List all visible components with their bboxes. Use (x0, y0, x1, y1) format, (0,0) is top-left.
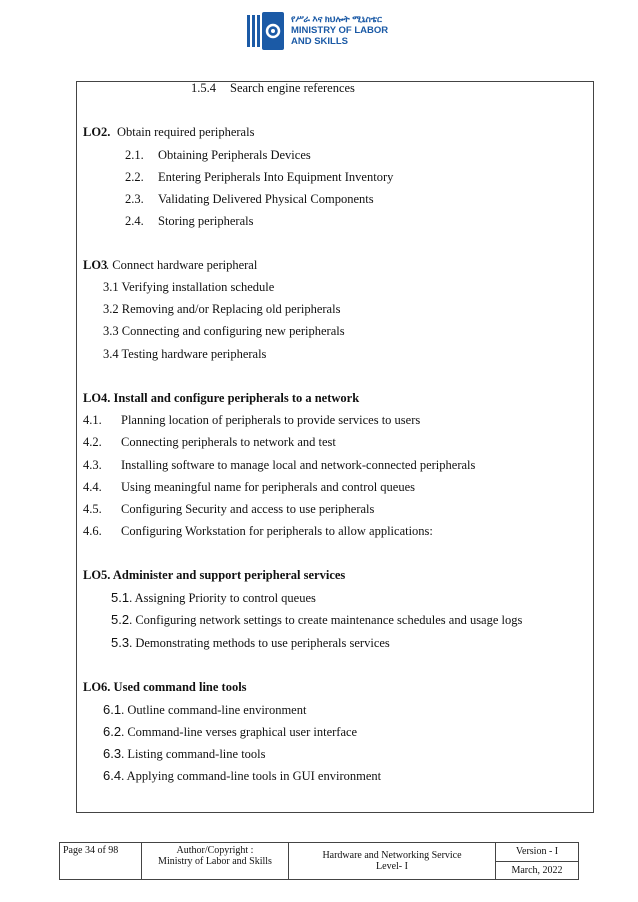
lo4-item-text: Configuring Security and access to use peripherals (121, 502, 375, 516)
lo2-title: Obtain required peripherals (117, 125, 255, 139)
lo5-item-text: . Configuring network settings to create maintenance schedules and usage logs (129, 613, 523, 627)
lo5-item-text: . Demonstrating methods to use peripherals services (129, 636, 390, 650)
lo4-item-num: 4.5. (83, 502, 102, 516)
item-text: Search engine references (230, 81, 355, 95)
lo6-item-text: . Applying command-line tools in GUI environment (121, 769, 382, 783)
logo-amharic-text: የሥራ እና ክህሎት ሚኒስቴር (291, 14, 383, 24)
footer-author-value: Ministry of Labor and Skills (158, 856, 272, 867)
lo2-item-text: Entering Peripherals Into Equipment Inventory (158, 170, 394, 184)
lo4-item-text: Configuring Workstation for peripherals to allow applications: (121, 524, 433, 538)
footer-author-label: Author/Copyright : (176, 845, 254, 856)
lo2-code: LO2. (83, 125, 111, 139)
lo3-item: 3.2 Removing and/or Replacing old peripherals (103, 302, 341, 316)
lo6-item-text: . Listing command-line tools (121, 747, 266, 761)
lo2-item-num: 2.2. (125, 170, 144, 184)
lo2-item-num: 2.4. (125, 214, 144, 228)
lo2-item-text: Storing peripherals (158, 214, 254, 228)
lo4-item-num: 4.2. (83, 435, 102, 449)
footer-page-number: Page 34 of 98 (60, 843, 142, 880)
lo4-item-num: 4.1. (83, 413, 102, 427)
lo3-code: LO3 (83, 258, 108, 272)
lo5-title: LO5. Administer and support peripheral services (83, 568, 346, 582)
lo5-item-num: 5.2 (111, 612, 130, 627)
lo6-item-text: . Outline command-line environment (121, 703, 307, 717)
logo-line-1: MINISTRY OF LABOR (291, 25, 389, 36)
lo4-item-num: 4.6. (83, 524, 102, 538)
lo5-item-num: 5.3 (111, 635, 130, 650)
footer-title-line1: Hardware and Networking Service (322, 850, 462, 861)
lo4-item-num: 4.3. (83, 458, 102, 472)
footer-date: March, 2022 (496, 861, 579, 880)
lo2-item-text: Validating Delivered Physical Components (158, 192, 374, 206)
lo2-item-text: Obtaining Peripherals Devices (158, 148, 311, 162)
lo4-item-text: Planning location of peripherals to provide services to users (121, 413, 421, 427)
lo2-item-num: 2.1. (125, 148, 144, 162)
lo4-item-num: 4.4. (83, 480, 102, 494)
page-footer (59, 842, 579, 880)
lo5-item-text: . Assigning Priority to control queues (129, 591, 316, 605)
lo6-item-text: . Command-line verses graphical user interface (121, 725, 358, 739)
logo-line-2: AND SKILLS (291, 36, 348, 47)
footer-version: Version - I (496, 843, 579, 862)
footer-title-line2: Level- I (376, 861, 408, 872)
footer-title (289, 843, 496, 880)
lo4-item-text: Connecting peripherals to network and test (121, 435, 336, 449)
ministry-emblem-icon (247, 12, 287, 50)
footer-author (142, 843, 289, 880)
ministry-logo (247, 12, 397, 50)
lo2-item-num: 2.3. (125, 192, 144, 206)
lo4-title: LO4. Install and configure peripherals to a network (83, 391, 360, 405)
lo3-title: . Connect hardware peripheral (106, 258, 258, 272)
lo6-item-num: 6.4 (103, 768, 122, 783)
lo6-item-num: 6.3 (103, 746, 122, 761)
lo4-item-text: Using meaningful name for peripherals and control queues (121, 480, 416, 494)
lo3-item: 3.1 Verifying installation schedule (103, 280, 275, 294)
lo6-title: LO6. Used command line tools (83, 680, 247, 694)
lo3-item: 3.4 Testing hardware peripherals (103, 347, 267, 361)
lo4-item-text: Installing software to manage local and network-connected peripherals (121, 458, 476, 472)
lo3-item: 3.3 Connecting and configuring new peripherals (103, 324, 345, 338)
item-num: 1.5.4 (191, 81, 216, 95)
lo5-item-num: 5.1 (111, 590, 130, 605)
lo6-item-num: 6.1 (103, 702, 122, 717)
lo6-item-num: 6.2 (103, 724, 122, 739)
